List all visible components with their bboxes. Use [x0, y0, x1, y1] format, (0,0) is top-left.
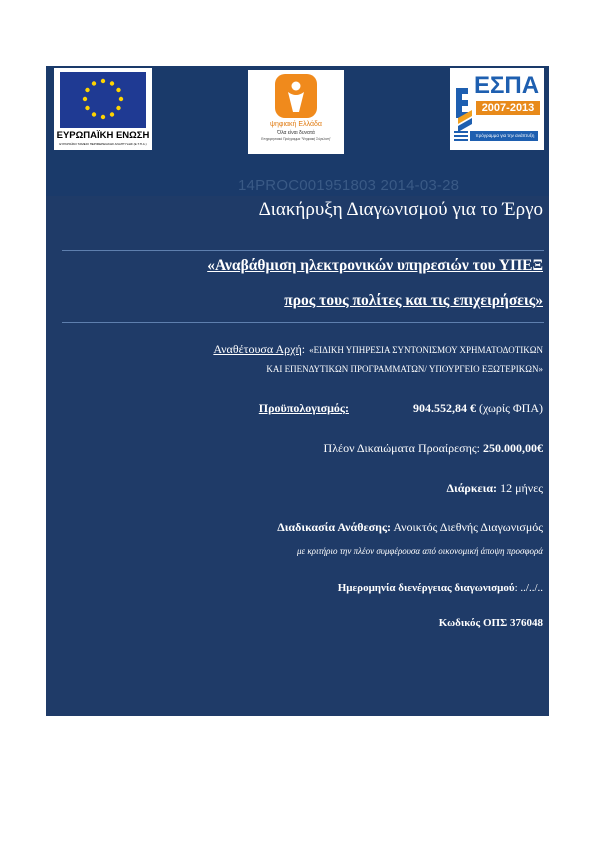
procedure-value: Ανοικτός Διεθνής Διαγωνισμός — [393, 520, 543, 534]
project-title-line1: «Αναβάθμιση ηλεκτρονικών υπηρεσιών του ΥΠΕΞ — [207, 257, 543, 274]
project-title-line2: προς τους πολίτες και τις επιχειρήσεις» — [284, 292, 543, 309]
tender-date-label: Ημερομηνία διενέργειας διαγωνισμού — [337, 582, 515, 594]
budget-row — [259, 401, 543, 416]
budget-label: Προϋπολογισμός: — [258, 401, 349, 415]
procedure-row — [277, 520, 543, 535]
protocol-stamp: 14PROC001951803 2014-03-28 — [238, 177, 460, 194]
contracting-authority — [213, 340, 543, 358]
digital-greece-logo — [248, 70, 344, 154]
digital-greece-label: ψηφιακή Ελλάδα — [270, 121, 322, 128]
option-label: Πλέον Δικαιώματα Προαίρεσης: — [323, 441, 480, 455]
eu-sublabel: ΕΥΡΩΠΑΪΚΟ ΤΑΜΕΙΟ ΠΕΡΙΦΕΡΕΙΑΚΗΣ ΑΝΑΠΤΥΞΗΣ (Ε.Τ.Π.Α.) — [59, 142, 147, 146]
budget-note: (χωρίς ΦΠΑ) — [478, 401, 543, 415]
authority-sep: : — [301, 342, 306, 356]
duration-value: 12 μήνες — [500, 481, 543, 495]
procedure-label: Διαδικασία Ανάθεσης: — [277, 520, 391, 534]
page-title: Διακήρυξη Διαγωνισμού για το Έργο — [258, 199, 543, 220]
digital-greece-sub2: Επιχειρησιακό Πρόγραμμα "Ψηφιακή Σύγκλιση" — [261, 137, 331, 141]
espa-logo — [450, 68, 544, 150]
espa-years: 2007-2013 — [476, 101, 540, 115]
option-row — [324, 441, 543, 456]
authority-value-2: ΚΑΙ ΕΠΕΝΔΥΤΙΚΩΝ ΠΡΟΓΡΑΜΜΑΤΩΝ/ ΥΠΟΥΡΓΕΙΟ ΕΞΩΤΕΡΙΚΩΝ» — [266, 364, 543, 374]
eu-label: ΕΥΡΩΠΑΪΚΗ ΕΝΩΣΗ — [56, 130, 150, 141]
espa-label: ΕΣΠΑ — [474, 72, 540, 99]
digital-greece-sub1: Όλα είναι δυνατά — [277, 130, 315, 136]
eu-logo — [54, 68, 152, 150]
ops-code: Κωδικός ΟΠΣ 376048 — [438, 617, 543, 629]
duration-row — [446, 481, 543, 496]
tender-date-row — [338, 582, 543, 594]
budget-value: 904.552,84 € — [412, 401, 476, 415]
authority-label: Αναθέτουσα Αρχή — [213, 342, 302, 356]
option-value: 250.000,00€ — [483, 441, 543, 455]
duration-label: Διάρκεια: — [446, 481, 498, 495]
tender-date-value: : ../../.. — [514, 582, 543, 594]
divider-middle — [62, 322, 544, 323]
award-criterion: με κριτήριο την πλέον συμφέρουσα από οικονομική άποψη προσφορά — [297, 546, 543, 556]
digital-greece-icon — [248, 70, 344, 154]
espa-slogan: πρόγραμμα για την ανάπτυξη — [475, 133, 535, 138]
authority-value-1: «ΕΙΔΙΚΗ ΥΠΗΡΕΣΙΑ ΣΥΝΤΟΝΙΣΜΟΥ ΧΡΗΜΑΤΟΔΟΤΙΚΩΝ — [309, 345, 543, 355]
divider-top — [62, 250, 544, 251]
